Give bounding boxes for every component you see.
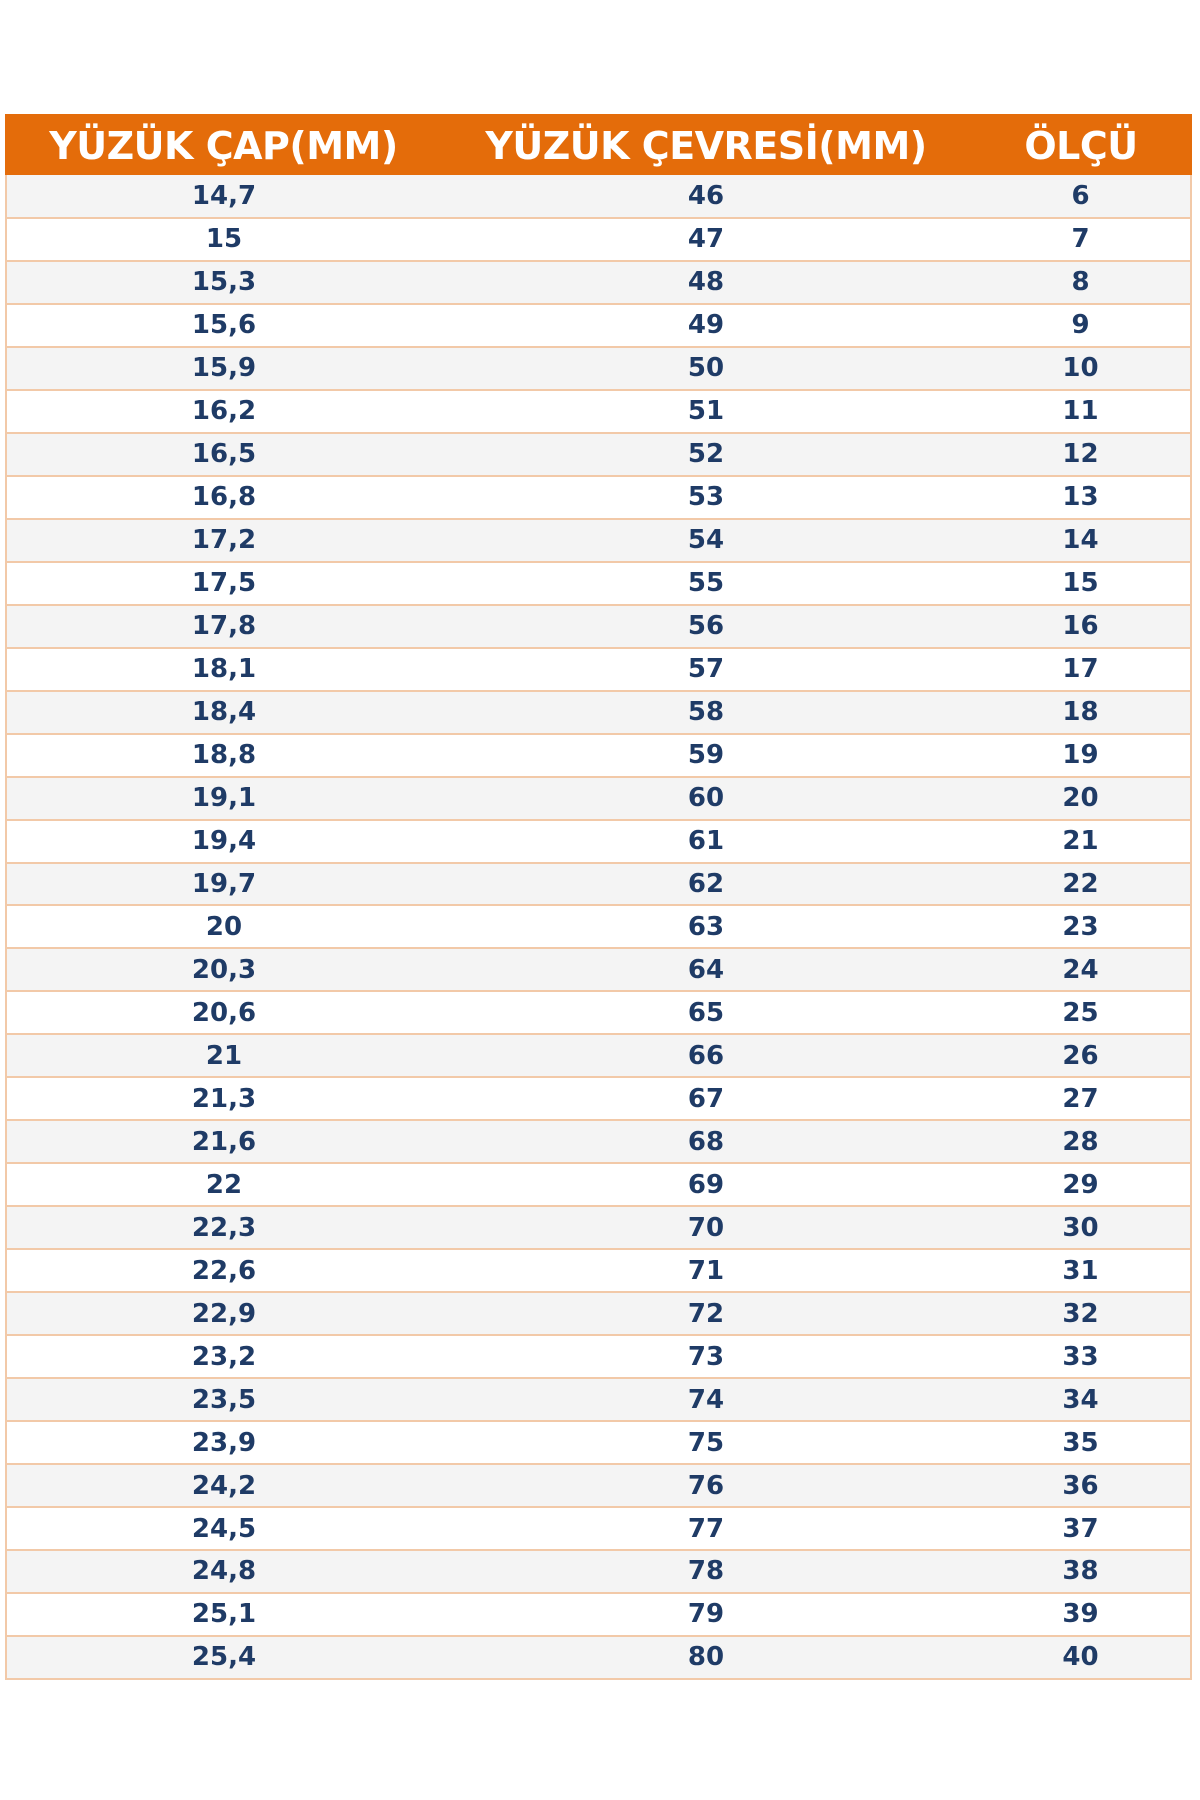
table-row [6,175,1191,218]
cell-circumference: 46 [441,175,971,218]
cell-diameter: 19,1 [6,777,441,820]
cell-diameter: 22,6 [6,1249,441,1292]
cell-circumference: 50 [441,347,971,390]
cell-size: 8 [971,261,1191,304]
cell-diameter: 23,5 [6,1378,441,1421]
table-row [6,1550,1191,1593]
cell-circumference: 55 [441,562,971,605]
cell-size: 34 [971,1378,1191,1421]
cell-diameter: 23,9 [6,1421,441,1464]
table-row [6,1034,1191,1077]
table-header-row [6,115,1191,175]
cell-diameter: 16,2 [6,390,441,433]
cell-size: 7 [971,218,1191,261]
cell-size: 36 [971,1464,1191,1507]
table-row [6,519,1191,562]
cell-diameter: 15,3 [6,261,441,304]
table-row [6,1421,1191,1464]
cell-size: 38 [971,1550,1191,1593]
cell-diameter: 18,4 [6,691,441,734]
cell-diameter: 20 [6,905,441,948]
cell-size: 9 [971,304,1191,347]
cell-diameter: 18,1 [6,648,441,691]
table-row [6,1464,1191,1507]
cell-size: 39 [971,1593,1191,1636]
cell-circumference: 68 [441,1120,971,1163]
cell-diameter: 22,9 [6,1292,441,1335]
cell-circumference: 58 [441,691,971,734]
cell-size: 14 [971,519,1191,562]
cell-circumference: 65 [441,991,971,1034]
table-row [6,1593,1191,1636]
cell-circumference: 70 [441,1206,971,1249]
cell-circumference: 60 [441,777,971,820]
cell-diameter: 16,8 [6,476,441,519]
cell-size: 24 [971,948,1191,991]
cell-circumference: 74 [441,1378,971,1421]
cell-diameter: 20,3 [6,948,441,991]
cell-circumference: 80 [441,1636,971,1679]
cell-size: 26 [971,1034,1191,1077]
table-row [6,863,1191,906]
cell-diameter: 20,6 [6,991,441,1034]
cell-circumference: 56 [441,605,971,648]
cell-size: 30 [971,1206,1191,1249]
table-row [6,1077,1191,1120]
cell-circumference: 54 [441,519,971,562]
table-row [6,777,1191,820]
cell-circumference: 67 [441,1077,971,1120]
cell-circumference: 64 [441,948,971,991]
cell-size: 16 [971,605,1191,648]
table-row [6,304,1191,347]
cell-circumference: 49 [441,304,971,347]
cell-circumference: 47 [441,218,971,261]
cell-size: 29 [971,1163,1191,1206]
cell-diameter: 19,7 [6,863,441,906]
cell-diameter: 18,8 [6,734,441,777]
cell-circumference: 78 [441,1550,971,1593]
cell-diameter: 17,2 [6,519,441,562]
table-row [6,1636,1191,1679]
cell-circumference: 66 [441,1034,971,1077]
table-row [6,991,1191,1034]
table-row [6,648,1191,691]
cell-diameter: 21 [6,1034,441,1077]
cell-diameter: 23,2 [6,1335,441,1378]
table-row [6,905,1191,948]
table-row [6,218,1191,261]
table-row [6,1206,1191,1249]
cell-diameter: 14,7 [6,175,441,218]
cell-size: 32 [971,1292,1191,1335]
cell-size: 15 [971,562,1191,605]
cell-size: 19 [971,734,1191,777]
cell-size: 17 [971,648,1191,691]
cell-circumference: 61 [441,820,971,863]
cell-circumference: 79 [441,1593,971,1636]
cell-size: 40 [971,1636,1191,1679]
cell-diameter: 25,4 [6,1636,441,1679]
cell-diameter: 24,5 [6,1507,441,1550]
cell-diameter: 24,2 [6,1464,441,1507]
cell-size: 28 [971,1120,1191,1163]
cell-size: 11 [971,390,1191,433]
header-ring-size: ÖLÇÜ [971,115,1191,175]
cell-size: 21 [971,820,1191,863]
table-row [6,1507,1191,1550]
cell-size: 27 [971,1077,1191,1120]
cell-size: 20 [971,777,1191,820]
cell-size: 13 [971,476,1191,519]
table-row [6,948,1191,991]
cell-diameter: 15,6 [6,304,441,347]
cell-diameter: 21,3 [6,1077,441,1120]
cell-size: 12 [971,433,1191,476]
cell-diameter: 15,9 [6,347,441,390]
cell-diameter: 15 [6,218,441,261]
cell-diameter: 22 [6,1163,441,1206]
header-ring-diameter: YÜZÜK ÇAP(MM) [6,115,441,175]
table-row [6,605,1191,648]
table-row [6,261,1191,304]
table-row [6,691,1191,734]
cell-circumference: 75 [441,1421,971,1464]
cell-circumference: 62 [441,863,971,906]
table-row [6,820,1191,863]
cell-circumference: 52 [441,433,971,476]
table-row [6,1378,1191,1421]
cell-size: 18 [971,691,1191,734]
cell-circumference: 71 [441,1249,971,1292]
cell-diameter: 22,3 [6,1206,441,1249]
cell-circumference: 76 [441,1464,971,1507]
table-row [6,476,1191,519]
cell-circumference: 53 [441,476,971,519]
table-row [6,433,1191,476]
cell-circumference: 59 [441,734,971,777]
cell-size: 31 [971,1249,1191,1292]
cell-diameter: 21,6 [6,1120,441,1163]
cell-circumference: 73 [441,1335,971,1378]
cell-size: 6 [971,175,1191,218]
cell-size: 25 [971,991,1191,1034]
cell-diameter: 16,5 [6,433,441,476]
cell-circumference: 63 [441,905,971,948]
table-row [6,347,1191,390]
table-row [6,1249,1191,1292]
cell-size: 10 [971,347,1191,390]
cell-circumference: 72 [441,1292,971,1335]
cell-diameter: 17,5 [6,562,441,605]
cell-size: 23 [971,905,1191,948]
table-row [6,1335,1191,1378]
cell-circumference: 48 [441,261,971,304]
cell-size: 35 [971,1421,1191,1464]
table-row [6,1120,1191,1163]
table-row [6,390,1191,433]
cell-size: 22 [971,863,1191,906]
table-row [6,1163,1191,1206]
cell-diameter: 17,8 [6,605,441,648]
cell-circumference: 51 [441,390,971,433]
cell-diameter: 19,4 [6,820,441,863]
table-row [6,562,1191,605]
cell-diameter: 24,8 [6,1550,441,1593]
cell-circumference: 77 [441,1507,971,1550]
cell-size: 33 [971,1335,1191,1378]
table-row [6,1292,1191,1335]
ring-size-table [5,114,1192,1680]
cell-size: 37 [971,1507,1191,1550]
cell-circumference: 69 [441,1163,971,1206]
cell-circumference: 57 [441,648,971,691]
cell-diameter: 25,1 [6,1593,441,1636]
header-ring-circumference: YÜZÜK ÇEVRESİ(MM) [441,115,971,175]
table-row [6,734,1191,777]
